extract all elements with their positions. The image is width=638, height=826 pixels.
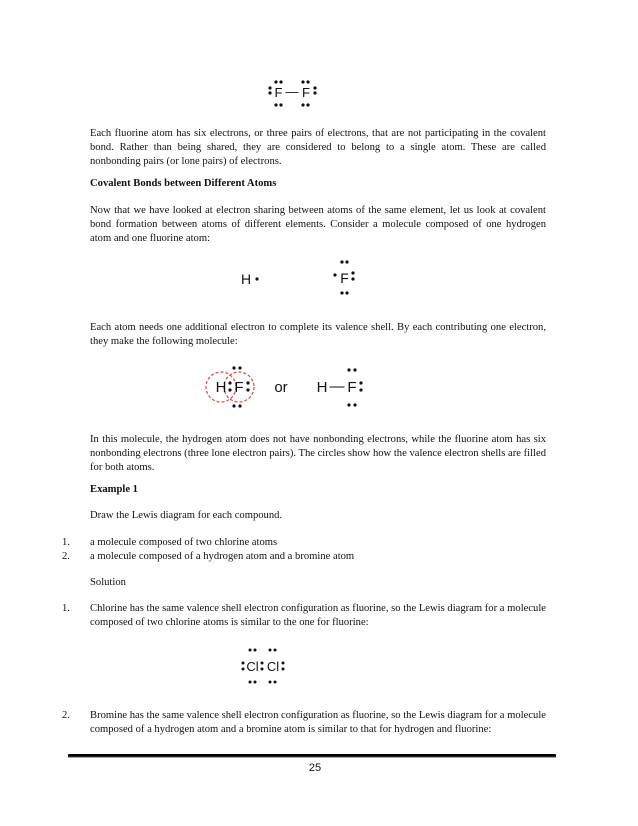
f2-right-symbol: F: [302, 85, 310, 100]
h-symbol: H: [240, 271, 252, 287]
hf-line-bond: —: [329, 378, 345, 395]
example-item-number: 2.: [62, 551, 70, 562]
each-atom-needs-paragraph: Each atom needs one additional electron to complete its valence shell. By each contributing one electron, they make the following molecule:: [90, 322, 546, 348]
svg-text:or: or: [274, 379, 288, 396]
example-heading: Example 1: [90, 484, 138, 495]
page-number: 25: [308, 762, 322, 774]
or-word: [270, 376, 292, 398]
solution-number: 2.: [62, 710, 70, 721]
example-item-text: a molecule composed of two chlorine atoms: [90, 537, 278, 548]
f2-left-symbol: F: [274, 85, 283, 100]
cl2-lewis-diagram: [240, 646, 286, 686]
cl2-right-symbol: Cl: [266, 659, 280, 674]
footer-rule: [68, 754, 556, 758]
nonbonding-paragraph: Each fluorine atom has six electrons, or three pairs of electrons, that are not participating in the covalent bond. Rather than being shared, they are considered to belong to a single atom. These are called nonbonding pairs (or lone pairs) of electrons.: [90, 128, 546, 168]
example-prompt: Draw the Lewis diagram for each compound.: [90, 510, 283, 521]
solution-2-paragraph: Bromine has the same valence shell electron configuration as fluorine, so the Lewis diagram for a molecule composed of a hydrogen atom and a bromine atom is similar to that for hydrogen and fluorine:: [90, 710, 546, 736]
hf-line-f: F: [347, 379, 357, 396]
different-atoms-intro: Now that we have looked at electron sharing between atoms of the same element, let us look at covalent bond formation between atoms of different elements. Consider a molecule composed of one hydrogen atom and one fluorine atom:: [90, 205, 546, 245]
example-item-number: 1.: [62, 537, 70, 548]
hf-line-h: H: [316, 379, 328, 396]
cl2-left-symbol: Cl: [246, 659, 259, 674]
f2-bond: —: [285, 84, 299, 99]
f-symbol: F: [340, 270, 349, 286]
hf-circled-diagram: [204, 363, 264, 411]
solution-1-paragraph: Chlorine has the same valence shell electron configuration as fluorine, so the Lewis diagram for a molecule composed of two chlorine atoms is similar to the one for fluorine:: [90, 603, 546, 629]
h-dot-diagram: [238, 268, 268, 290]
f2-lewis-diagram: [262, 78, 322, 108]
hf-line-diagram: [316, 365, 364, 409]
example-item-text: a molecule composed of a hydrogen atom and a bromine atom: [90, 551, 355, 562]
solution-number: 1.: [62, 603, 70, 614]
hf-circled-f: F: [234, 379, 244, 396]
hydrogen-no-nonbonding-paragraph: In this molecule, the hydrogen atom does not have nonbonding electrons, while the fluorine atom has six nonbonding electrons (three lone electron pairs). The circles show how the valence electron shells are filled for both atoms.: [90, 434, 546, 474]
f-dot-diagram: [332, 258, 358, 298]
heading-different-atoms: Covalent Bonds between Different Atoms: [90, 178, 277, 189]
solution-label: Solution: [90, 577, 126, 588]
hf-circled-h: H: [215, 379, 227, 396]
